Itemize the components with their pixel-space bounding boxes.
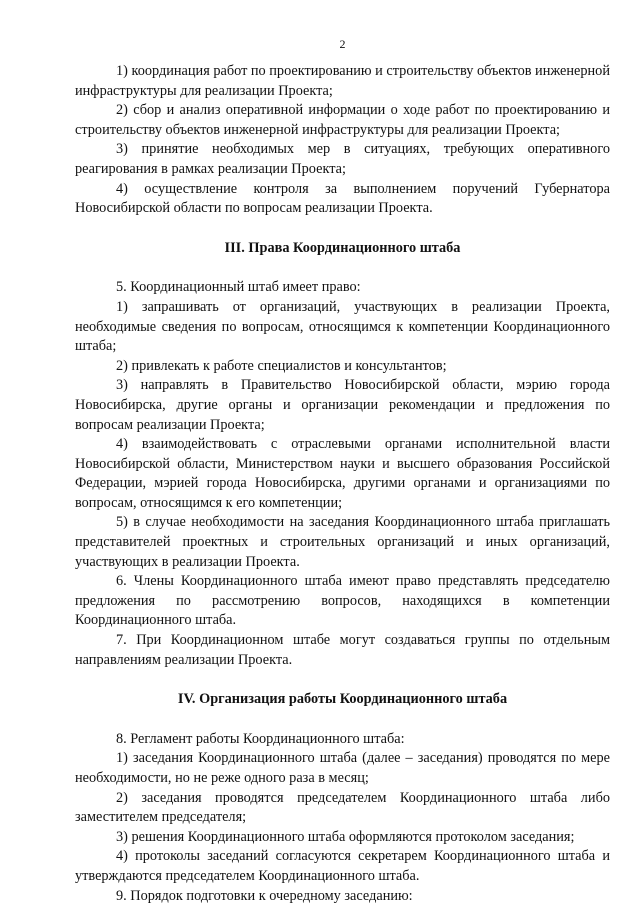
section-2-item: 1) координация работ по проектированию и строительству объектов инженерной инфраструктуры для реализации Проекта; (75, 63, 610, 99)
section-2-item: 2) сбор и анализ оперативной информации о ходе работ по проектированию и строительству объектов инженерной инфраструктуры для реализации Проекта; (75, 102, 610, 138)
section-3-paragraph: 2) привлекать к работе специалистов и консультантов; (116, 357, 447, 374)
section-2-item: 3) принятие необходимых мер в ситуациях, требующих оперативного реагирования в рамках реализации Проекта; (75, 141, 610, 177)
section-3-paragraph: 5. Координационный штаб имеет право: (116, 279, 361, 296)
section-3-paragraph: 7. При Координационном штабе могут создаваться группы по отдельным направлениям реализации Проекта. (75, 632, 610, 668)
section-4-paragraph: 1) заседания Координационного штаба (далее – заседания) проводятся по мере необходимости, но не реже одного раза в месяц; (75, 750, 610, 786)
section-3-paragraph: 3) направлять в Правительство Новосибирской области, мэрию города Новосибирска, другие органы и организации рекомендации и предложения по вопросам реализации Проекта; (75, 377, 610, 433)
section-4-body (75, 730, 610, 906)
section-2-list (75, 62, 610, 219)
section-3-paragraph: 5) в случае необходимости на заседания Координационного штаба приглашать представителей проектных и строительных организаций и иных организаций, участвующих в реализации Проекта. (75, 514, 610, 570)
section-4-paragraph: 9. Порядок подготовки к очередному заседанию: (116, 887, 413, 904)
section-3-paragraph: 6. Члены Координационного штаба имеют право представлять председателю предложения по рассмотрению вопросов, находящихся в компетенции Координационного штаба. (75, 573, 610, 629)
section-4-paragraph: 4) протоколы заседаний согласуются секретарем Координационного штаба и утверждаются председателем Координационного штаба. (75, 848, 610, 884)
section-4-heading: IV. Организация работы Координационного штаба (177, 691, 508, 708)
page-number: 2 (339, 37, 346, 51)
document-page (75, 36, 610, 906)
section-3-paragraph: 4) взаимодействовать с отраслевыми органами исполнительной власти Новосибирской области, Министерством науки и высшего образования Российской Федерации, мэрией города Новосибирска, другими органами и организациями по вопросам, относящимся к его компетенции; (75, 436, 610, 511)
section-3-body (75, 278, 610, 670)
section-3-paragraph: 1) запрашивать от организаций, участвующих в реализации Проекта, необходимые сведения по вопросам, относящимся к компетенции Координационного штаба; (75, 298, 610, 355)
section-4-paragraph: 2) заседания проводятся председателем Координационного штаба либо заместителем председателя; (75, 789, 610, 826)
section-4-paragraph: 3) решения Координационного штаба оформляются протоколом заседания; (116, 828, 575, 845)
section-3-heading: III. Права Координационного штаба (224, 239, 461, 256)
section-4-paragraph: 8. Регламент работы Координационного штаба: (116, 730, 405, 747)
section-2-item: 4) осуществление контроля за выполнением поручений Губернатора Новосибирской области по вопросам реализации Проекта. (75, 180, 610, 217)
